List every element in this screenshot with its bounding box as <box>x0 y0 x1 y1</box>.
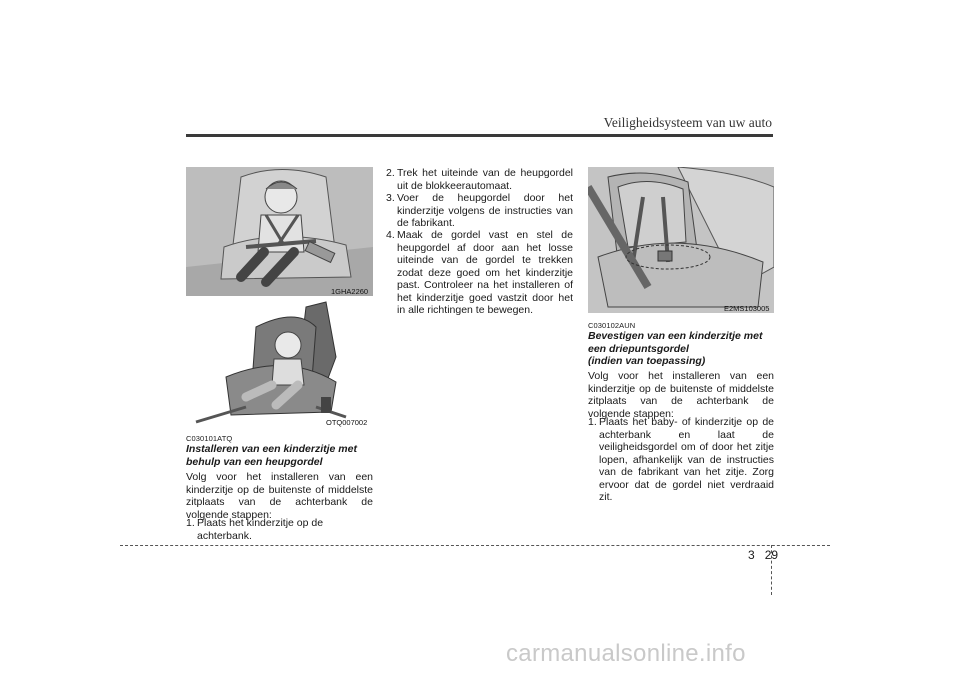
step-item <box>386 167 573 192</box>
step-number: 4. <box>386 229 395 241</box>
section-intro: Volg voor het installeren van een kinderzitje op de buitenste of middelste zitplaats van de achterbank de volgende stappen: <box>186 471 373 521</box>
heading-line: een driepuntsgordel <box>588 342 689 355</box>
seat-belt-illustration <box>588 167 774 313</box>
section-heading <box>186 443 376 468</box>
step-number: 2. <box>386 167 395 179</box>
car-seat-illustration <box>186 297 373 426</box>
heading-line: (indien van toepassing) <box>588 355 706 367</box>
step-item <box>386 192 573 230</box>
figure-three-point-belt <box>588 167 774 313</box>
heading-line: Installeren van een kinderzitje met <box>186 443 357 455</box>
figure-code-2: OTQ007002 <box>326 418 368 427</box>
step-text: Maak de gordel vast en stel de heupgordel af door aan het losse uiteinde van de gordel te trekken zodat deze goed om het kinderzitje past. Controleer na het installeren of het kinderzitje goed vastzit door het in alle richtingen te bewegen. <box>397 229 573 316</box>
step-item <box>186 517 376 542</box>
page-number <box>748 548 778 562</box>
step-text: Plaats het kinderzitje op de achterbank. <box>197 517 324 542</box>
booster-seat-illustration <box>186 167 373 296</box>
step-text: Voer de heupgordel door het kinderzitje volgens de instructies van de fabrikant. <box>397 192 573 229</box>
figure-child-car-seat <box>186 297 373 426</box>
section-code: C030101ATQ <box>186 434 233 443</box>
step-item <box>588 416 774 504</box>
heading-line: Bevestigen van een kinderzitje met <box>588 330 763 342</box>
heading-line: behulp van een heupgordel <box>186 455 323 468</box>
page-number-value: 29 <box>764 548 779 562</box>
figure-child-booster-seat <box>186 167 373 296</box>
chapter-number: 3 <box>748 548 755 562</box>
step-text: Plaats het baby- of kinderzitje op de achterbank en laat de veiligheidsgordel om of door het zitje lopen, afhankelijk van de instructies van de fabrikant van het zitje. Zorg ervoor dat de gordel niet verdraaid zit. <box>599 416 774 503</box>
figure-code-1: 1GHA2260 <box>331 287 369 296</box>
step-number: 1. <box>186 517 195 529</box>
figure-code-3: E2MS103005 <box>724 304 770 313</box>
step-item <box>386 229 573 317</box>
running-header: Veiligheidsysteem van uw auto <box>603 115 772 130</box>
step-text: Trek het uiteinde van de heupgordel uit de blokkeerautomaat. <box>397 167 573 192</box>
step-number: 3. <box>386 192 395 204</box>
footer-rule <box>120 545 830 546</box>
step-number: 1. <box>588 416 597 428</box>
section-heading <box>588 330 778 368</box>
section-intro: Volg voor het installeren van een kinderzitje op de buitenste of middelste zitplaats van de achterbank de volgende stappen: <box>588 370 774 420</box>
header-rule <box>186 134 773 137</box>
section-code: C030102AUN <box>588 321 636 330</box>
watermark: carmanualsonline.info <box>506 640 746 667</box>
